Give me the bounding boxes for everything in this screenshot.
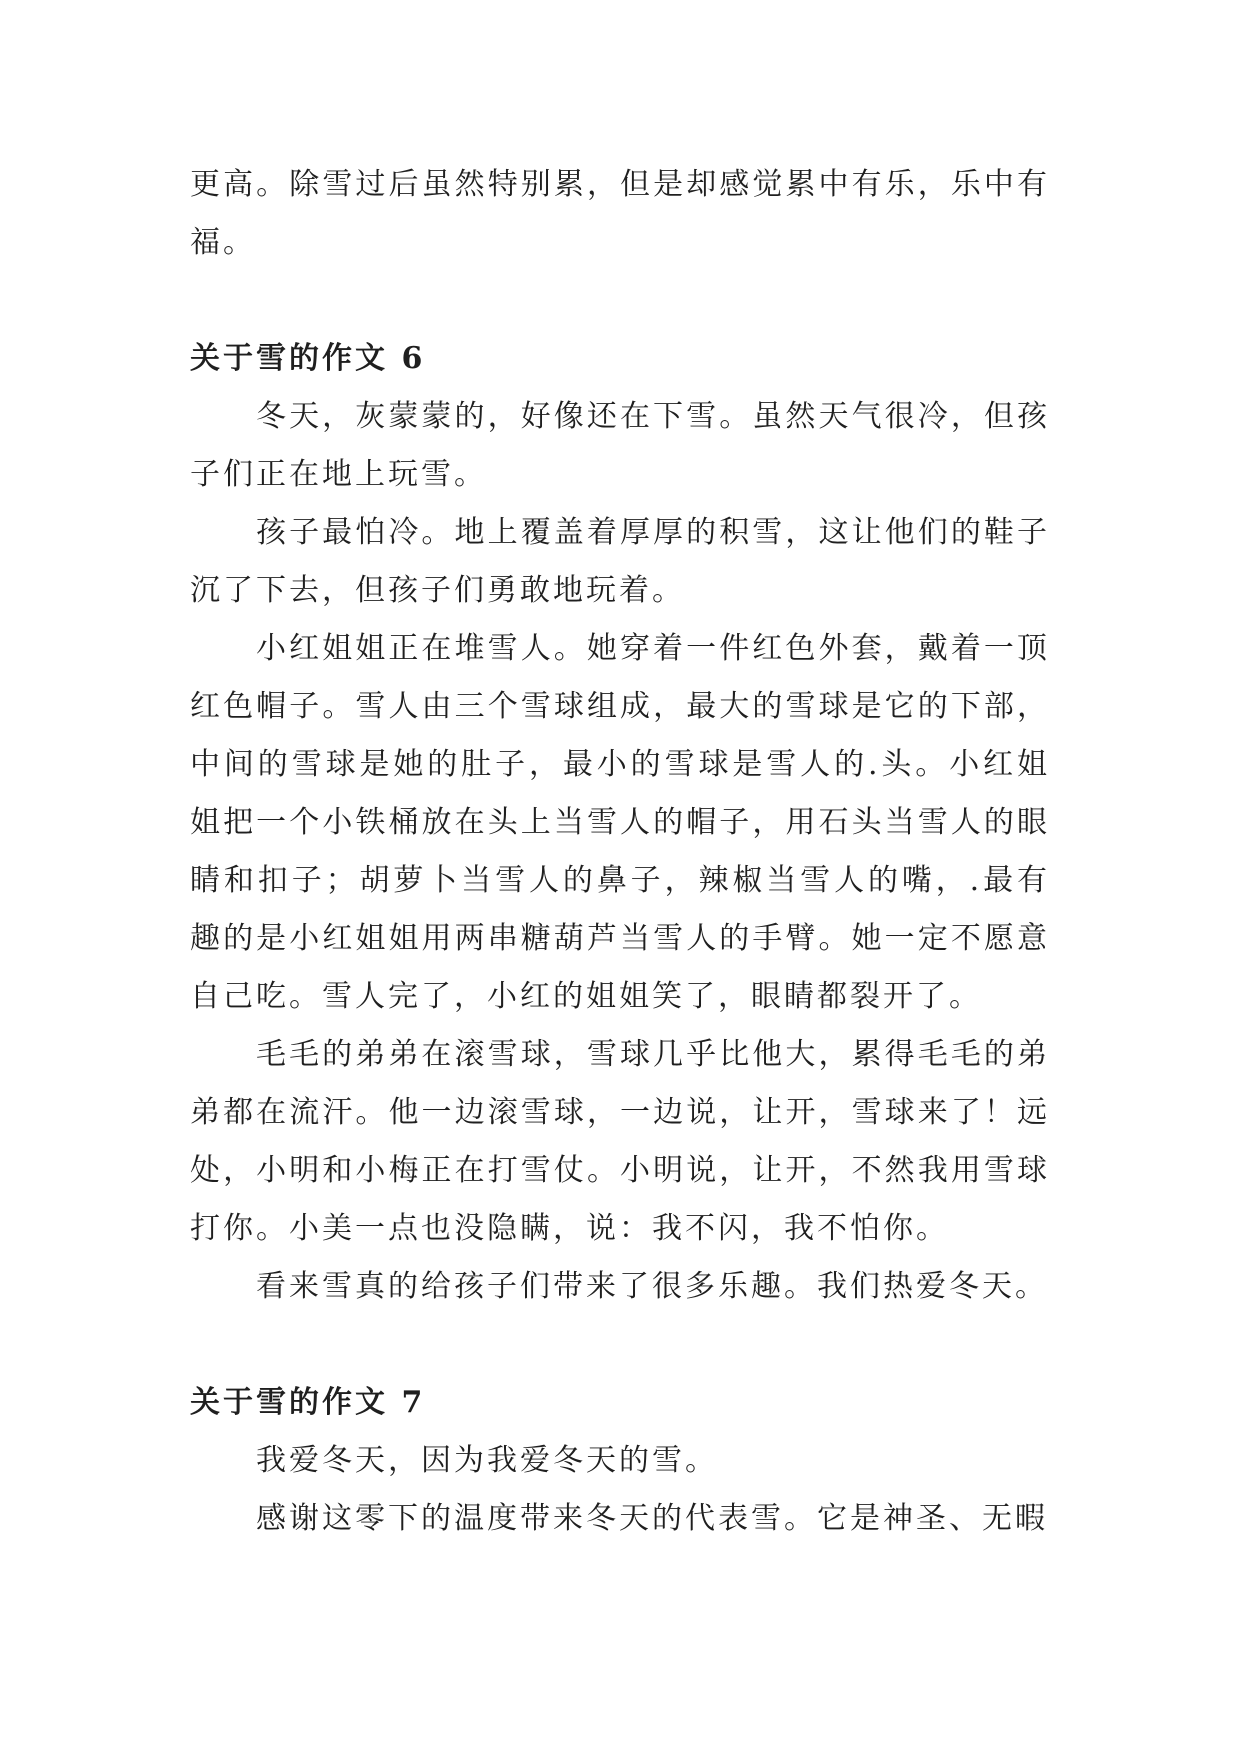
- document-body: [190, 156, 1050, 1548]
- essay-6-paragraph: 毛毛的弟弟在滚雪球，雪球几乎比他大，累得毛毛的弟弟都在流汗。他一边滚雪球，一边说，让开，雪球来了！远处，小明和小梅正在打雪仗。小明说，让开，不然我用雪球打你。小美一点也没隐瞒，说：我不闪，我不怕你。: [190, 1037, 1050, 1246]
- essay-6-title: 关于雪的作文 6: [190, 341, 426, 376]
- essay-6-paragraph: 冬天，灰蒙蒙的，好像还在下雪。虽然天气很冷，但孩子们正在地上玩雪。: [190, 399, 1050, 492]
- essay-6-paragraph: 小红姐姐正在堆雪人。她穿着一件红色外套，戴着一顶红色帽子。雪人由三个雪球组成，最大的雪球是它的下部，中间的雪球是她的肚子，最小的雪球是雪人的.头。小红姐姐把一个小铁桶放在头上当雪人的帽子，用石头当雪人的眼睛和扣子；胡萝卜当雪人的鼻子，辣椒当雪人的嘴，.最有趣的是小红姐姐用两串糖葫芦当雪人的手臂。她一定不愿意自己吃。雪人完了，小红的姐姐笑了，眼睛都裂开了。: [190, 631, 1050, 1014]
- intro-paragraph: 更高。除雪过后虽然特别累，但是却感觉累中有乐，乐中有福。: [190, 167, 1050, 260]
- essay-6-paragraph: 看来雪真的给孩子们带来了很多乐趣。我们热爱冬天。: [256, 1269, 1048, 1304]
- section-spacer: [190, 1316, 1050, 1374]
- essay-7-paragraph: 感谢这零下的温度带来冬天的代表雪。它是神圣、无暇: [256, 1501, 1048, 1536]
- essay-6-paragraph: 孩子最怕冷。地上覆盖着厚厚的积雪，这让他们的鞋子沉了下去，但孩子们勇敢地玩着。: [190, 515, 1050, 608]
- section-spacer: [190, 272, 1050, 330]
- essay-7-title: 关于雪的作文 7: [190, 1385, 426, 1420]
- essay-7-paragraph: 我爱冬天，因为我爱冬天的雪。: [256, 1443, 718, 1478]
